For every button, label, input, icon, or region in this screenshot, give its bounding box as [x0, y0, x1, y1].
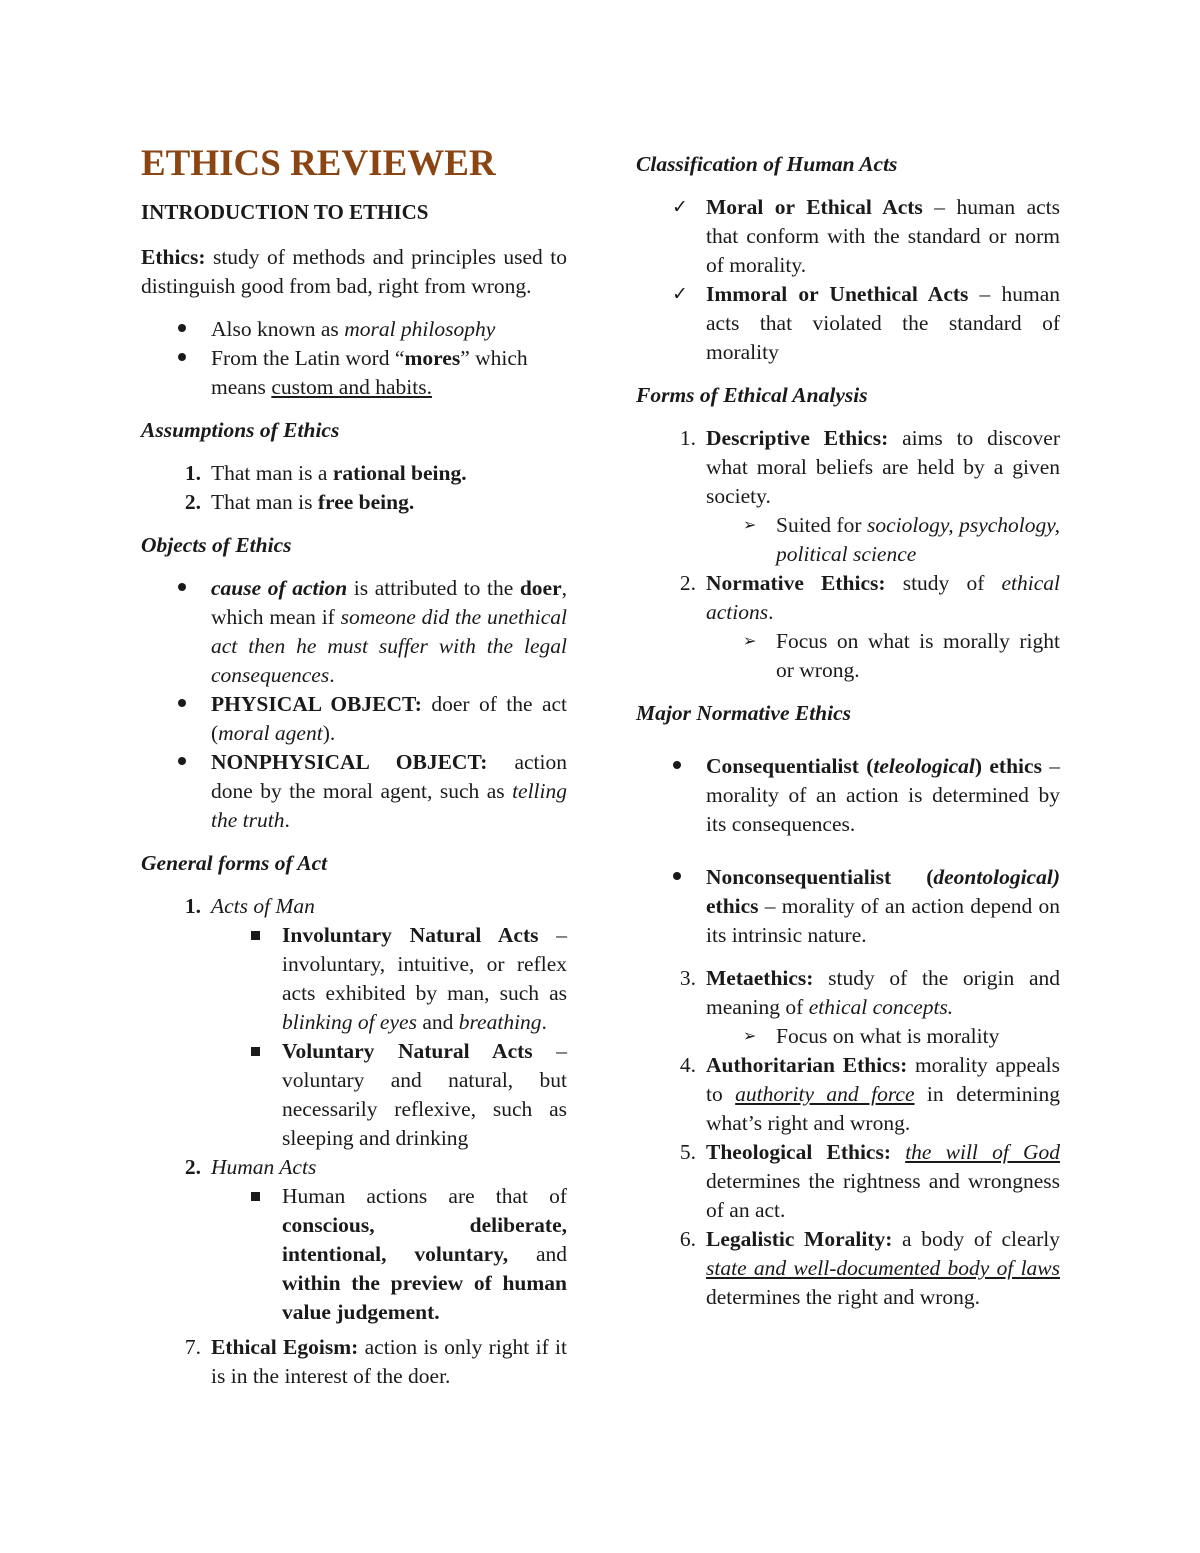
bullet-icon	[673, 761, 681, 769]
ethics-bullet-list	[211, 315, 567, 402]
section-heading-general-forms: General forms of Act	[141, 851, 328, 875]
list-item: 2. That man is free being.	[184, 490, 415, 514]
bullet-icon	[673, 872, 681, 880]
list-item: ➢ Suited for sociology, psychology, political science	[776, 511, 1060, 569]
checkmark-icon: ✓	[672, 283, 688, 305]
list-item: Human actions are that of conscious, deliberate, intentional, voluntary, and within the preview of human value judgement.	[282, 1182, 567, 1327]
list-item: ➢ Focus on what is morality	[776, 1022, 1060, 1051]
list-item: 1. That man is a rational being.	[184, 461, 467, 485]
list-item: 6. Legalistic Morality: a body of clearly state and well-documented body of laws determines the right and wrong.	[679, 1227, 1060, 1309]
intro-heading: INTRODUCTION TO ETHICS	[141, 200, 429, 224]
checkmark-icon: ✓	[672, 196, 688, 218]
bullet-icon	[178, 353, 186, 361]
objects-list	[211, 574, 567, 835]
bullet-icon	[178, 699, 186, 707]
list-item: Also known as moral philosophy	[211, 315, 567, 344]
square-bullet-icon	[251, 1047, 260, 1056]
major-normative-list	[679, 752, 1061, 1312]
bullet-icon	[178, 324, 186, 332]
arrow-bullet-icon: ➢	[743, 1026, 757, 1045]
arrow-bullet-icon: ➢	[743, 515, 757, 534]
right-column	[636, 150, 1060, 1312]
list-item: 3. Metaethics: study of the origin and meaning of ethical concepts.	[679, 966, 1060, 1019]
bullet-icon	[178, 757, 186, 765]
general-forms-list	[184, 892, 568, 1391]
list-item: ➢ Focus on what is morally right or wrong.	[776, 627, 1060, 685]
ethics-term: Ethics:	[141, 245, 206, 269]
list-item: 1. Descriptive Ethics: aims to discover what moral beliefs are held by a given society.	[679, 426, 1060, 508]
list-item: 5. Theological Ethics: the will of God determines the rightness and wrongness of an act.	[679, 1140, 1061, 1222]
ethics-definition	[141, 243, 567, 301]
acts-of-man-sublist	[282, 921, 567, 1153]
section-heading-major-normative: Major Normative Ethics	[636, 701, 852, 725]
list-item: Consequentialist (teleological) ethics – morality of an action is determined by its consequences.	[706, 752, 1060, 839]
list-item: Voluntary Natural Acts – voluntary and natural, but necessarily reflexive, such as sleeping and drinking	[282, 1037, 567, 1153]
list-item: 2. Normative Ethics: study of ethical actions.	[679, 571, 1061, 624]
list-item: 2. Human Acts	[184, 1155, 317, 1179]
list-item: NONPHYSICAL OBJECT: action done by the moral agent, such as telling the truth.	[211, 748, 567, 835]
list-item: 7. Ethical Egoism: action is only right if it is in the interest of the doer.	[184, 1335, 567, 1388]
list-item: 4. Authoritarian Ethics: morality appeals to authority and force in determining what’s right and wrong.	[679, 1053, 1060, 1135]
bullet-icon	[178, 583, 186, 591]
list-item: From the Latin word “mores” which means custom and habits.	[211, 344, 567, 402]
list-item: Nonconsequentialist (deontological) ethics – morality of an action depend on its intrinsic nature.	[706, 863, 1060, 950]
section-heading-objects: Objects of Ethics	[141, 533, 292, 557]
human-acts-sublist	[282, 1182, 567, 1327]
list-item: ✓ Moral or Ethical Acts – human acts that conform with the standard or norm of morality.	[672, 195, 1060, 277]
section-heading-assumptions: Assumptions of Ethics	[141, 418, 340, 442]
classification-list	[672, 193, 1060, 367]
square-bullet-icon	[251, 1192, 260, 1201]
assumptions-list	[184, 459, 567, 517]
list-item: Involuntary Natural Acts – involuntary, intuitive, or reflex acts exhibited by man, such as blinking of eyes and breathing.	[282, 921, 567, 1037]
left-column	[141, 140, 567, 1391]
list-item: PHYSICAL OBJECT: doer of the act (moral agent).	[211, 690, 567, 748]
ethics-def-text: study of methods and principles used to distinguish good from bad, right from wrong.	[141, 245, 567, 298]
forms-analysis-list	[679, 424, 1061, 685]
section-heading-classification: Classification of Human Acts	[636, 152, 898, 176]
page-title: ETHICS REVIEWER	[141, 143, 496, 184]
list-item: 1. Acts of Man	[184, 894, 315, 918]
list-item: cause of action is attributed to the doer, which mean if someone did the unethical act then he must suffer with the legal consequences.	[211, 574, 567, 690]
section-heading-forms-analysis: Forms of Ethical Analysis	[636, 383, 868, 407]
list-item: ✓ Immoral or Unethical Acts – human acts that violated the standard of morality	[672, 282, 1060, 364]
arrow-bullet-icon: ➢	[743, 631, 757, 650]
square-bullet-icon	[251, 931, 260, 940]
